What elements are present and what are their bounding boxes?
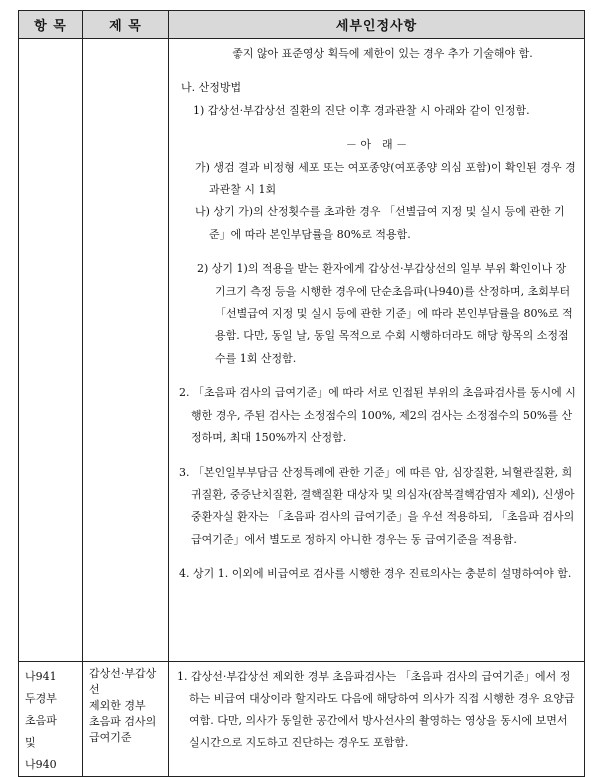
item-code-line: 및 xyxy=(25,736,36,749)
item-code-line: 나940 xyxy=(25,758,57,771)
rule-item-2: 2) 상기 1)의 적용을 받는 환자에게 갑상선·부갑상선의 일부 부위 확인이나 장기크기 측정 등을 시행한 경우에 단순초음파(나940)를 산정하며, 초회부터 「선별급여 지정 및 실시 등에 관한 기준」에 따라 본인부담률을 80%로 적용함. 다만, 동일 날, 동일 목적으로 수회 시행하더라도 해당 항목의 소정점수를 1회 산정함. xyxy=(197,262,573,365)
details-cell xyxy=(169,39,585,662)
header-item: 항 목 xyxy=(19,11,83,39)
detail-cell xyxy=(169,662,585,777)
title-line: 급여기준 xyxy=(89,731,132,744)
title-line: 제외한 경부 xyxy=(89,699,146,712)
section-heading: 나. 산정방법 xyxy=(181,81,242,95)
header-title: 제 목 xyxy=(83,11,169,39)
table-row xyxy=(19,39,585,662)
paragraph-4: 4. 상기 1. 이외에 비급여로 검사를 시행한 경우 진료의사는 충분히 설명하여야 함. xyxy=(179,567,572,581)
table-header-row xyxy=(19,11,585,39)
title-cell xyxy=(83,662,169,777)
header-details: 세부인정사항 xyxy=(169,11,585,39)
item-code-line: 나941 xyxy=(25,670,57,683)
document-page xyxy=(18,10,584,771)
paragraph-3: 3. 「본인일부부담금 산정특례에 관한 기준」에 따른 암, 심장질환, 뇌혈관질환, 희귀질환, 중증난치질환, 결핵질환 대상자 및 의심자(잠복결핵감염자 제외), 신생아중환자실 환자는 「초음파 검사의 급여기준」을 우선 적용하되, 「초음파 검사의 급여기준」에서 별도로 정하지 아니한 경우는 동 급여기준을 적용함. xyxy=(179,465,575,546)
detail-paragraph-1: 1. 갑상선·부갑상선 제외한 경부 초음파검사는 「초음파 검사의 급여기준」에서 정하는 비급여 대상이라 할지라도 다음에 해당하여 의사가 직접 시행한 경우 요양급여함. 다만, 의사가 동일한 공간에서 방사선사의 촬영하는 영상을 동시에 보면서 실시간으로 지도하고 진단하는 경우도 포함함. xyxy=(177,670,575,749)
table-row xyxy=(19,662,585,777)
item-code-cell xyxy=(19,662,83,777)
rule-item-1: 1) 갑상선·부갑상선 질환의 진단 이후 경과관찰 시 아래와 같이 인정함. xyxy=(193,103,530,117)
below-heading: － 아 래 － xyxy=(345,138,408,152)
rule-item-na: 나) 상기 가)의 산정횟수를 초과한 경우 「선별급여 지정 및 실시 등에 관한 기준」에 따라 본인부담률을 80%로 적용함. xyxy=(195,205,565,241)
rule-item-ga: 가) 생검 결과 비정형 세포 또는 여포종양(여포종양 의심 포함)이 확인된 경우 경과관찰 시 1회 xyxy=(195,160,576,197)
title-cell-empty xyxy=(83,39,169,662)
criteria-table xyxy=(18,10,585,777)
continued-line: 좋지 않아 표준영상 획득에 제한이 있는 경우 추가 기술해야 함. xyxy=(232,47,533,60)
title-line: 갑상선·부갑상선 xyxy=(89,667,157,696)
item-code-line: 초음파 xyxy=(25,714,57,727)
item-cell-empty xyxy=(19,39,83,662)
item-code-line: 두경부 xyxy=(25,692,57,705)
paragraph-2: 2. 「초음파 검사의 급여기준」에 따라 서로 인접된 부위의 초음파검사를 동시에 시행한 경우, 주된 검사는 소정점수의 100%, 제2의 검사는 소정점수의 50%를 산정하며, 최대 150%까지 산정함. xyxy=(179,386,576,445)
title-line: 초음파 검사의 xyxy=(89,715,157,728)
